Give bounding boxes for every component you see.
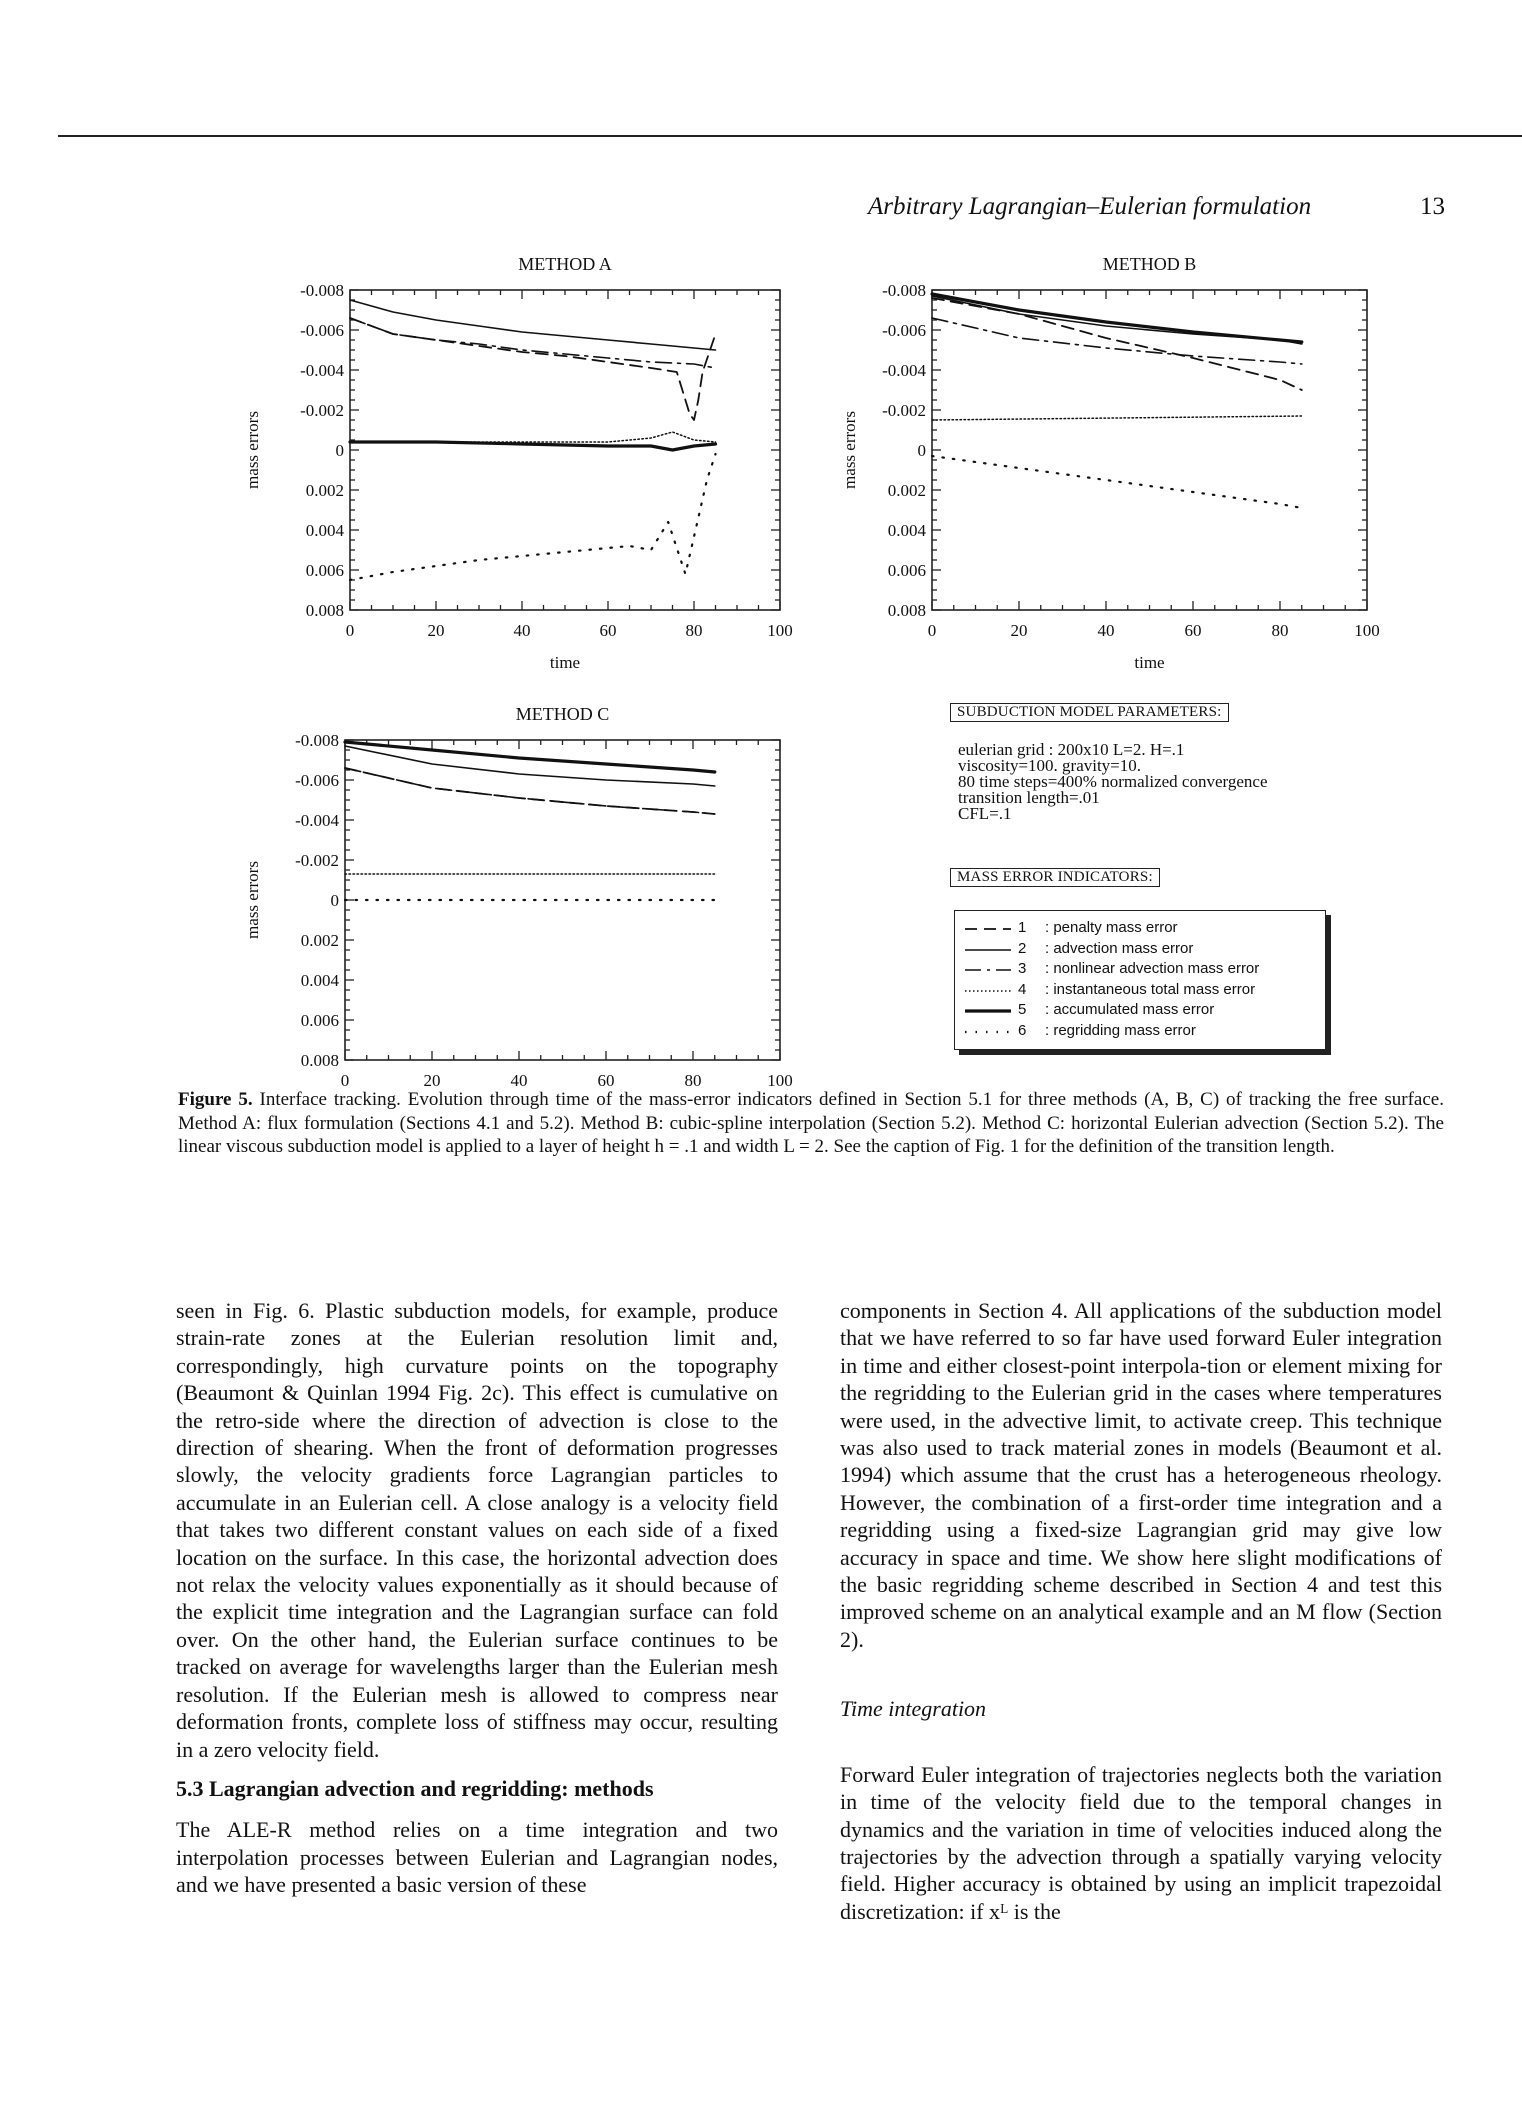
y-tick-label: 0.006 <box>887 561 926 580</box>
y-tick-label: 0.006 <box>305 561 344 580</box>
series-5-line <box>350 442 716 450</box>
x-tick-label: 100 <box>1354 621 1380 640</box>
legend-number: 4 <box>1018 980 1027 998</box>
series-5-line <box>932 294 1302 342</box>
y-tick-label: 0 <box>335 441 344 460</box>
y-tick-label: -0.002 <box>300 401 344 420</box>
chart-method-c <box>243 704 793 1100</box>
params-box <box>958 742 1268 822</box>
param-line: CFL=.1 <box>958 804 1012 823</box>
legend-swatch <box>963 943 1013 957</box>
x-axis-label: time <box>549 653 581 672</box>
x-tick-label: 40 <box>510 1071 528 1090</box>
y-tick-label: -0.006 <box>882 321 926 340</box>
y-axis-label: mass errors <box>243 861 262 939</box>
left-column <box>176 1297 778 1899</box>
param-line: 80 time steps=400% normalized convergence <box>958 772 1268 791</box>
mass-error-legend <box>954 910 1326 1050</box>
legend-text: : penalty mass error <box>1045 919 1178 936</box>
y-tick-label: 0.004 <box>887 521 926 540</box>
legend-swatch <box>963 1004 1013 1018</box>
x-tick-label: 80 <box>685 621 703 640</box>
x-tick-label: 20 <box>427 621 445 640</box>
x-tick-label: 60 <box>597 1071 615 1090</box>
section-heading: 5.3 Lagrangian advection and regridding: methods <box>176 1775 654 1801</box>
plot-frame <box>932 290 1367 610</box>
legend-number: 2 <box>1018 939 1027 957</box>
legend-swatch <box>963 963 1013 977</box>
y-tick-label: 0 <box>917 441 926 460</box>
y-tick-label: -0.002 <box>295 851 339 870</box>
caption-text: Interface tracking. Evolution through time of the mass-error indicators defined in Section 5.1 for three methods (A, B, C) of tracking the free surface. Method A: flux formulation (Sections 4.1 and 5.2). Method B: cubic-spline interpolation (Section 5.2). Method C: horizontal Eulerian advection (Section 5.2). The linear viscous subduction model is applied to a layer of height h = .1 and width L = 2. See the caption of Fig. 1 for the definition of the transition length. <box>178 1089 1444 1157</box>
y-tick-label: -0.004 <box>295 811 339 830</box>
param-line: transition length=.01 <box>958 788 1100 807</box>
subsection-heading: Time integration <box>840 1696 987 1722</box>
x-tick-label: 100 <box>767 1071 793 1090</box>
chart-method-b <box>840 254 1380 672</box>
series-4-line <box>932 416 1302 420</box>
x-tick-label: 80 <box>1271 621 1289 640</box>
y-tick-label: 0.008 <box>300 1051 339 1070</box>
y-tick-label: -0.008 <box>882 281 926 300</box>
series-6-line <box>350 454 716 580</box>
y-tick-label: 0.008 <box>305 601 344 620</box>
y-tick-label: 0 <box>330 891 339 910</box>
legend-swatch <box>963 984 1013 998</box>
x-tick-label: 60 <box>599 621 617 640</box>
chart-title: METHOD B <box>1102 254 1197 274</box>
x-tick-label: 40 <box>1097 621 1115 640</box>
page-number: 13 <box>1420 193 1445 220</box>
y-tick-label: -0.006 <box>300 321 344 340</box>
x-axis-label: time <box>1134 653 1165 672</box>
x-tick-label: 0 <box>927 621 937 640</box>
y-tick-label: 0.008 <box>887 601 926 620</box>
chart-title: METHOD A <box>518 254 612 274</box>
x-tick-label: 20 <box>1010 621 1028 640</box>
y-tick-label: -0.002 <box>882 401 926 420</box>
param-line: viscosity=100. gravity=10. <box>958 756 1142 775</box>
y-tick-label: 0.002 <box>887 481 926 500</box>
params-box-title: SUBDUCTION MODEL PARAMETERS: <box>950 703 1229 722</box>
running-title: Arbitrary Lagrangian–Eulerian formulation <box>868 193 1312 220</box>
y-axis-label: mass errors <box>840 411 859 489</box>
legend-swatch <box>963 1025 1013 1039</box>
y-tick-label: -0.008 <box>300 281 344 300</box>
y-tick-label: 0.004 <box>300 971 339 990</box>
x-tick-label: 40 <box>513 621 531 640</box>
y-tick-label: 0.004 <box>305 521 344 540</box>
y-tick-label: -0.008 <box>295 731 339 750</box>
legend-text: : regridding mass error <box>1045 1021 1196 1039</box>
y-tick-label: 0.002 <box>305 481 344 500</box>
series-6-line <box>932 456 1302 508</box>
legend-text: : instantaneous total mass error <box>1045 980 1256 998</box>
legend-text: : accumulated mass error <box>1045 1001 1215 1018</box>
chart-method-a <box>243 254 793 672</box>
y-tick-label: 0.006 <box>300 1011 339 1030</box>
x-tick-label: 60 <box>1184 621 1202 640</box>
x-tick-label: 80 <box>684 1071 702 1090</box>
indicators-title: MASS ERROR INDICATORS: <box>950 868 1160 887</box>
right-column <box>840 1297 1442 1925</box>
y-axis-label: mass errors <box>243 411 262 489</box>
legend-text: : nonlinear advection mass error <box>1045 960 1260 977</box>
paragraph: The ALE-R method relies on a time integration and two interpolation processes between Eulerian and Lagrangian nodes, and we have presented a basic version of these <box>176 1817 778 1898</box>
paragraph: components in Section 4. All applications of the subduction model that we have referred to so far have used forward Euler integration in time and either closest-point interpola-tion or element mixing for the regridding to the Eulerian grid in the cases where temperatures were used, in the advective limit, to activate creep. This technique was also used to track material zones in models (Beaumont et al. 1994) which assume that the crust has a heterogeneous rheology. However, the combination of a first-order time integration and a regridding using a fixed-size Lagrangian grid may give low accuracy in space and time. We show here slight modifications of the basic regridding scheme described in Section 4 and test this improved scheme on an analytical example and an M flow (Section 2). <box>840 1298 1442 1652</box>
x-tick-label: 0 <box>340 1071 350 1090</box>
x-tick-label: 100 <box>767 621 793 640</box>
series-1-line <box>932 298 1302 390</box>
param-line: eulerian grid : 200x10 L=2. H=.1 <box>958 740 1185 759</box>
legend-number: 6 <box>1018 1021 1027 1039</box>
plot-frame <box>350 290 780 610</box>
y-tick-label: -0.006 <box>295 771 339 790</box>
paragraph: Forward Euler integration of trajectories neglects both the variation in time of the velocity field due to the temporal changes in dynamics and the variation in time of velocities induced along the trajectories by the advection through a spatially varying velocity field. Higher accuracy is obtained by using an implicit trapezoidal discretization: if xᴸ is the <box>840 1761 1442 1924</box>
series-3-line <box>350 318 716 368</box>
legend-number: 3 <box>1018 960 1027 977</box>
legend-text: : advection mass error <box>1045 939 1194 957</box>
chart-title: METHOD C <box>515 704 610 724</box>
x-tick-label: 0 <box>345 621 355 640</box>
legend-number: 5 <box>1018 1001 1027 1018</box>
figure-caption <box>178 1088 1444 1159</box>
series-2-line <box>350 300 716 350</box>
paragraph: seen in Fig. 6. Plastic subduction models, for example, produce strain-rate zones at the Eulerian resolution limit and, correspondingly, high curvature points on the topography (Beaumont & Quinlan 1994 Fig. 2c). This effect is cumulative on the retro-side where the direction of advection is close to the direction of shearing. When the front of deformation progresses slowly, the velocity gradients force Lagrangian particles to accumulate in an Eulerian cell. A close analogy is a velocity field that takes two different constant values on each side of a fixed location on the surface. In this case, the horizontal advection does not relax the velocity values exponentially as it should because of the explicit time integration and the Lagrangian surface can fold over. On the other hand, the Eulerian surface continues to be tracked on average for wavelengths larger than the Eulerian mesh resolution. If the Eulerian mesh is allowed to compress near deformation fronts, complete loss of stiffness may occur, resulting in a zero velocity field. <box>176 1298 778 1762</box>
y-tick-label: 0.002 <box>300 931 339 950</box>
legend-swatch <box>963 922 1013 936</box>
legend-number: 1 <box>1018 919 1027 936</box>
y-tick-label: -0.004 <box>300 361 344 380</box>
caption-label: Figure 5. <box>178 1089 253 1110</box>
x-tick-label: 20 <box>423 1071 441 1090</box>
y-tick-label: -0.004 <box>882 361 926 380</box>
